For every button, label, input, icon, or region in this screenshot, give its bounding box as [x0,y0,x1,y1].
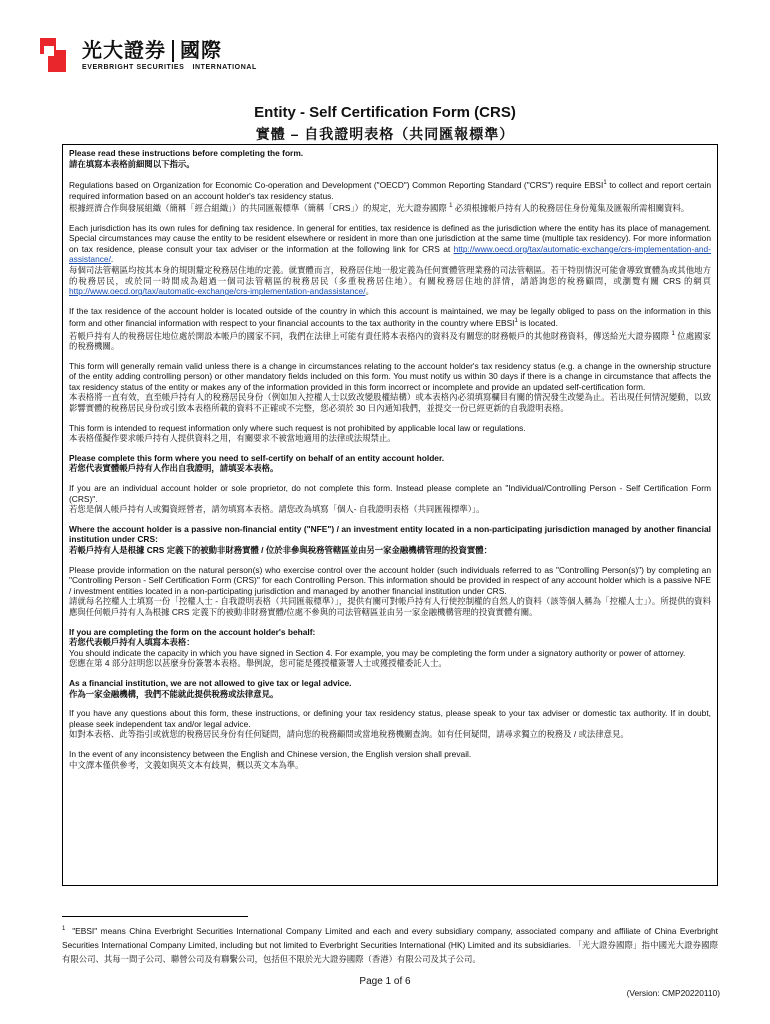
brand-mark-icon [40,36,76,74]
oecd-link-1[interactable]: http://www.oecd.org/tax/automatic-exchange/crs-implementation-and-assistance/ [69,243,711,265]
form-title-en: Entity - Self Certification Form (CRS) [254,104,516,121]
paragraph-controlling-person: Please provide information on the natural person(s) who exercise control over the account holder (such individuals referred to as "Controlling Person(s)") by completing an "Controlling Person - Self Certification Form (CRS)" for each Controlling Person. This information should be provided in respect of any account holder which is a passive NFE / investment entities located in a non-participating jurisdiction and managed by another financial institution under CRS. 請就每名控權人士填寫一份「控權人士 - 自我證明表格（共同匯報標準）」，提供有關可對帳戶持有人行使控制權的自然人的資料（該等個人稱為「控權人士」）。所提供的資料應與任何帳戶持有人為根據 CRS 定義下的被動非財務實體/位處不參與的司法管轄區並由另一家金融機構管理的投資實體有關。 [69,564,711,617]
footnote-text: "EBSI" means China Everbright Securities International Company Limited and each and every subsidiary company, associated company and affiliate of China Everbright Securities International Company Limited, including but not limited to Everbright Securities International (HK) Limited and its subsidiaries. 「光大證券國際」指中國光大證券國際有限公司、其每一間子公司、聯營公司及有聯繫公司，包括但不限於光大證券國際（香港）有限公司及其子公司。 [62,925,719,964]
logo-en-left: EVERBRIGHT SECURITIES [82,63,185,71]
heading-no-advice-cn: 作為一家金融機構，我們不能就此提供稅務或法律意見。 [69,688,279,699]
heading-passive-nfe-en: Where the account holder is a passive non-financial entity ("NFE") / an investment entity located in a non-participating jurisdiction managed by another financial institution under CRS: [69,523,711,545]
heading-entity-en: Please complete this form where you need to self-certify on behalf of an entity account holder. [69,452,445,463]
version-label: (Version: CMP20220110) [626,988,720,998]
logo-en-right: INTERNATIONAL [192,63,257,71]
form-title-cn: 實體 – 自我證明表格（共同匯報標準） [255,126,515,142]
oecd-link-2[interactable]: http://www.oecd.org/tax/automatic-exchange/crs-implementation-andassistance/ [69,286,366,297]
footnote-marker: 1 [62,926,66,932]
footnote [62,922,718,966]
heading-no-advice-en: As a financial institution, we are not allowed to give tax or legal advice. [69,677,352,688]
paragraph-questions: If you have any questions about this form, these instructions, or defining your tax residency status, please speak to your tax adviser or domestic tax authority. If in doubt, please seek independent tax and/or legal advice. 如對本表格、此等指引或就您的稅務居民身份有任何疑問，請向您的稅務顧問或當地稅務機關查詢。如有任何疑問，請尋求獨立的稅務及 / 或法律意見。 [69,708,711,740]
paragraph-tax-residence: Each jurisdiction has its own rules for defining tax residence. In general for entities, tax residence is defined as the jurisdiction where the entity has its place of management. Special circumstances may cause the entity to be resident elsewhere or resident in more than one jurisdiction at the same time (multiple tax residency). For more information on tax residence, please consult your tax adviser or the information at the following link for CRS at http://www.oecd.org/tax/automatic-exchange/crs-implementation-and-assistance/. 每個司法管轄區均按其本身的規則釐定稅務居住地的定義。就實體而言，稅務居住地一般定義為任何實體管理業務的司法管轄區。若干特別情況可能會導致實體為或其他地方的稅務居民，或於同一時間成為超過一個司法管轄區的稅務居民（多重稅務居住地）。有關稅務居住地的詳情，請諮詢您的稅務顧問，或瀏覽有關 CRS 的網頁 http://www.oecd.org/tax/automatic-exchange/crs-implementation-andassistance/。 [69,222,711,297]
paragraph-individual: If you are an individual account holder or sole proprietor, do not complete this form. Instead please complete an "Individual/Controlling Person - Self Certification Form (CRS)". 若您是個人帳戶持有人或獨資經營者，請勿填寫本表格。請您改為填寫「個人- 自我證明表格（共同匯報標準）」。 [69,483,711,515]
paragraph-validity: This form will generally remain valid unless there is a change in circumstances relating to the account holder's tax residency status (e.g. a change in the ownership structure of the entity adding controlling person) or other mandatory fields included on this form. You must notify us within 30 days if there is a change in circumstance that affects the tax residency status of the entity or makes any of the information provided in this form incorrect or incomplete and provide an updated self-certification form. 本表格將一直有效，直至帳戶持有人的稅務居民身份（例如加入控權人士以致改變股權結構）或本表格內必須填寫欄目有關的情況發生改變為止。若出現任何情況變動，以致影響實體的稅務居民身份或引致本表格所載的資料不正確或不完整，您必須於 30 日內通知我們，並提交一份已經更新的自我證明表格。 [69,360,711,414]
paragraph-local-law: This form is intended to request information only where such request is not prohibited by applicable local law or regulations. 本表格僅擬作要求帳戶持有人提供資料之用，有關要求不被當地適用的法律或法規禁止。 [69,422,526,444]
paragraph-on-behalf: If you are completing the form on the account holder's behalf: 若您代表帳戶持有人填寫本表格： You should indicate the capacity in which you have signed in Section 4. For example, you may be completing the form under a signatory authority or power of attorney. 您應在第 4 部分註明您以甚麼身份簽署本表格。舉例說，您可能是獲授權簽署人士或獲授權委託人士。 [69,626,686,669]
paragraph-outside-country: If the tax residence of the account holder is located outside of the country in which this account is maintained, we may be legally obliged to pass on the information in this form and other financial information with respect to your financial accounts to the tax authority in the country where EBSI$^1$ is located. 若帳戶持有人的稅務居住地位處於開設本帳戶的國家不同，我們在法律上可能有責任將本表格內的資料及有關您的財務帳戶的其他財務資料，傳送給光大證券國際 $^1$ 位處國家的稅務機關。 [69,305,711,352]
heading-passive-nfe-cn: 若帳戶持有人是根據 CRS 定義下的被動非財務實體 / 位於非參與稅務管轄區並由另一家金融機構管理的投資實體： [69,545,492,555]
page-number: Page 1 of 6 [359,976,411,987]
paragraph-inconsistency: In the event of any inconsistency between the English and Chinese version, the English version shall prevail. 中文譯本僅供參考，文義如與英文本有歧異，概以英文本為準。 [69,748,472,770]
paragraph-regulations: Regulations based on Organization for Economic Co-operation and Development ("OECD") Common Reporting Standard ("CRS") require EBSI$^1$ to collect and report certain required information based on an account holder's tax residency status. 根據經濟合作與發展組織（簡稱「經合組織」）的共同匯報標準（簡稱「CRS」）的規定，光大證券國際 $^1$ 必須根據帳戶持有人的稅務居住身份蒐集及匯報所需相關資料。 [69,179,711,213]
logo-cn-right: 國際 [180,39,222,62]
instructions-box [62,144,718,886]
footnote-divider [62,916,248,917]
instructions-heading-en: Please read these instructions before completing the form. [69,148,304,158]
heading-entity-cn: 若您代表實體帳戶持有人作出自我證明，請填妥本表格。 [69,463,279,474]
instructions-heading-cn: 請在填寫本表格前細閱以下指示。 [69,158,195,169]
logo-cn-left: 光大證券 [82,39,166,62]
company-logo [40,36,257,74]
